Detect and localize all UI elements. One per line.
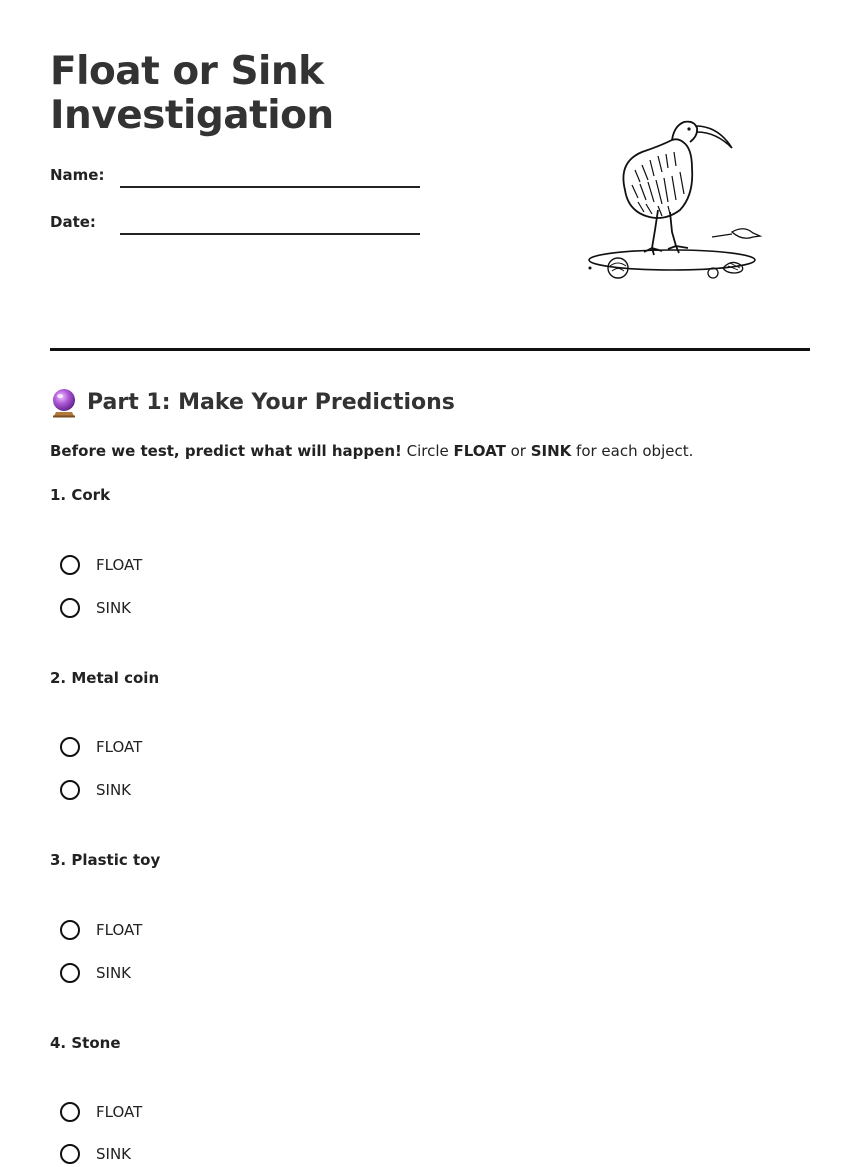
option-sink[interactable] xyxy=(60,960,131,986)
name-field xyxy=(50,166,420,196)
part1-title: Part 1: Make Your Predictions xyxy=(87,390,455,415)
title-line-1: Float or Sink xyxy=(50,49,324,94)
page-title xyxy=(50,50,334,138)
worksheet-header xyxy=(50,0,810,352)
instruction-sink-word: SINK xyxy=(530,442,572,460)
title-line-2: Investigation xyxy=(50,93,334,138)
date-label: Date: xyxy=(50,213,96,231)
part1-instructions xyxy=(50,440,693,462)
option-label: FLOAT xyxy=(96,921,143,939)
instruction-float-word: FLOAT xyxy=(453,442,506,460)
option-label: SINK xyxy=(96,1145,132,1163)
radio-circle-icon[interactable] xyxy=(60,555,80,575)
option-label: SINK xyxy=(96,964,132,982)
crystal-ball-icon xyxy=(50,388,78,418)
date-field xyxy=(50,213,420,243)
option-float[interactable] xyxy=(60,552,142,578)
name-label: Name: xyxy=(50,166,105,184)
question-label: 3. Plastic toy xyxy=(50,851,161,869)
radio-circle-icon[interactable] xyxy=(60,780,80,800)
radio-circle-icon[interactable] xyxy=(60,963,80,983)
option-label: SINK xyxy=(96,781,132,799)
radio-circle-icon[interactable] xyxy=(60,1144,80,1164)
worksheet-page xyxy=(50,0,810,1163)
option-float[interactable] xyxy=(60,1099,142,1125)
radio-circle-icon[interactable] xyxy=(60,598,80,618)
question-label: 2. Metal coin xyxy=(50,669,160,687)
option-float[interactable] xyxy=(60,734,142,760)
instruction-text-2: or xyxy=(505,442,531,460)
date-write-line[interactable] xyxy=(120,233,420,235)
option-label: FLOAT xyxy=(96,556,143,574)
option-sink[interactable] xyxy=(60,595,131,621)
option-label: FLOAT xyxy=(96,738,143,756)
instruction-lead: Before we test, predict what will happen! xyxy=(50,442,402,460)
radio-circle-icon[interactable] xyxy=(60,1102,80,1122)
option-sink[interactable] xyxy=(60,777,131,803)
option-sink[interactable] xyxy=(60,1141,131,1167)
radio-circle-icon[interactable] xyxy=(60,920,80,940)
option-float[interactable] xyxy=(60,917,142,943)
question-label: 1. Cork xyxy=(50,486,111,504)
instruction-text-3: for each object. xyxy=(571,442,694,460)
header-divider xyxy=(50,348,810,351)
name-write-line[interactable] xyxy=(120,186,420,188)
part1-heading xyxy=(50,386,455,420)
option-label: FLOAT xyxy=(96,1103,143,1121)
option-label: SINK xyxy=(96,599,132,617)
question-label: 4. Stone xyxy=(50,1034,121,1052)
instruction-text-1: Circle xyxy=(401,442,454,460)
kiwi-illustration-icon xyxy=(580,110,780,290)
radio-circle-icon[interactable] xyxy=(60,737,80,757)
